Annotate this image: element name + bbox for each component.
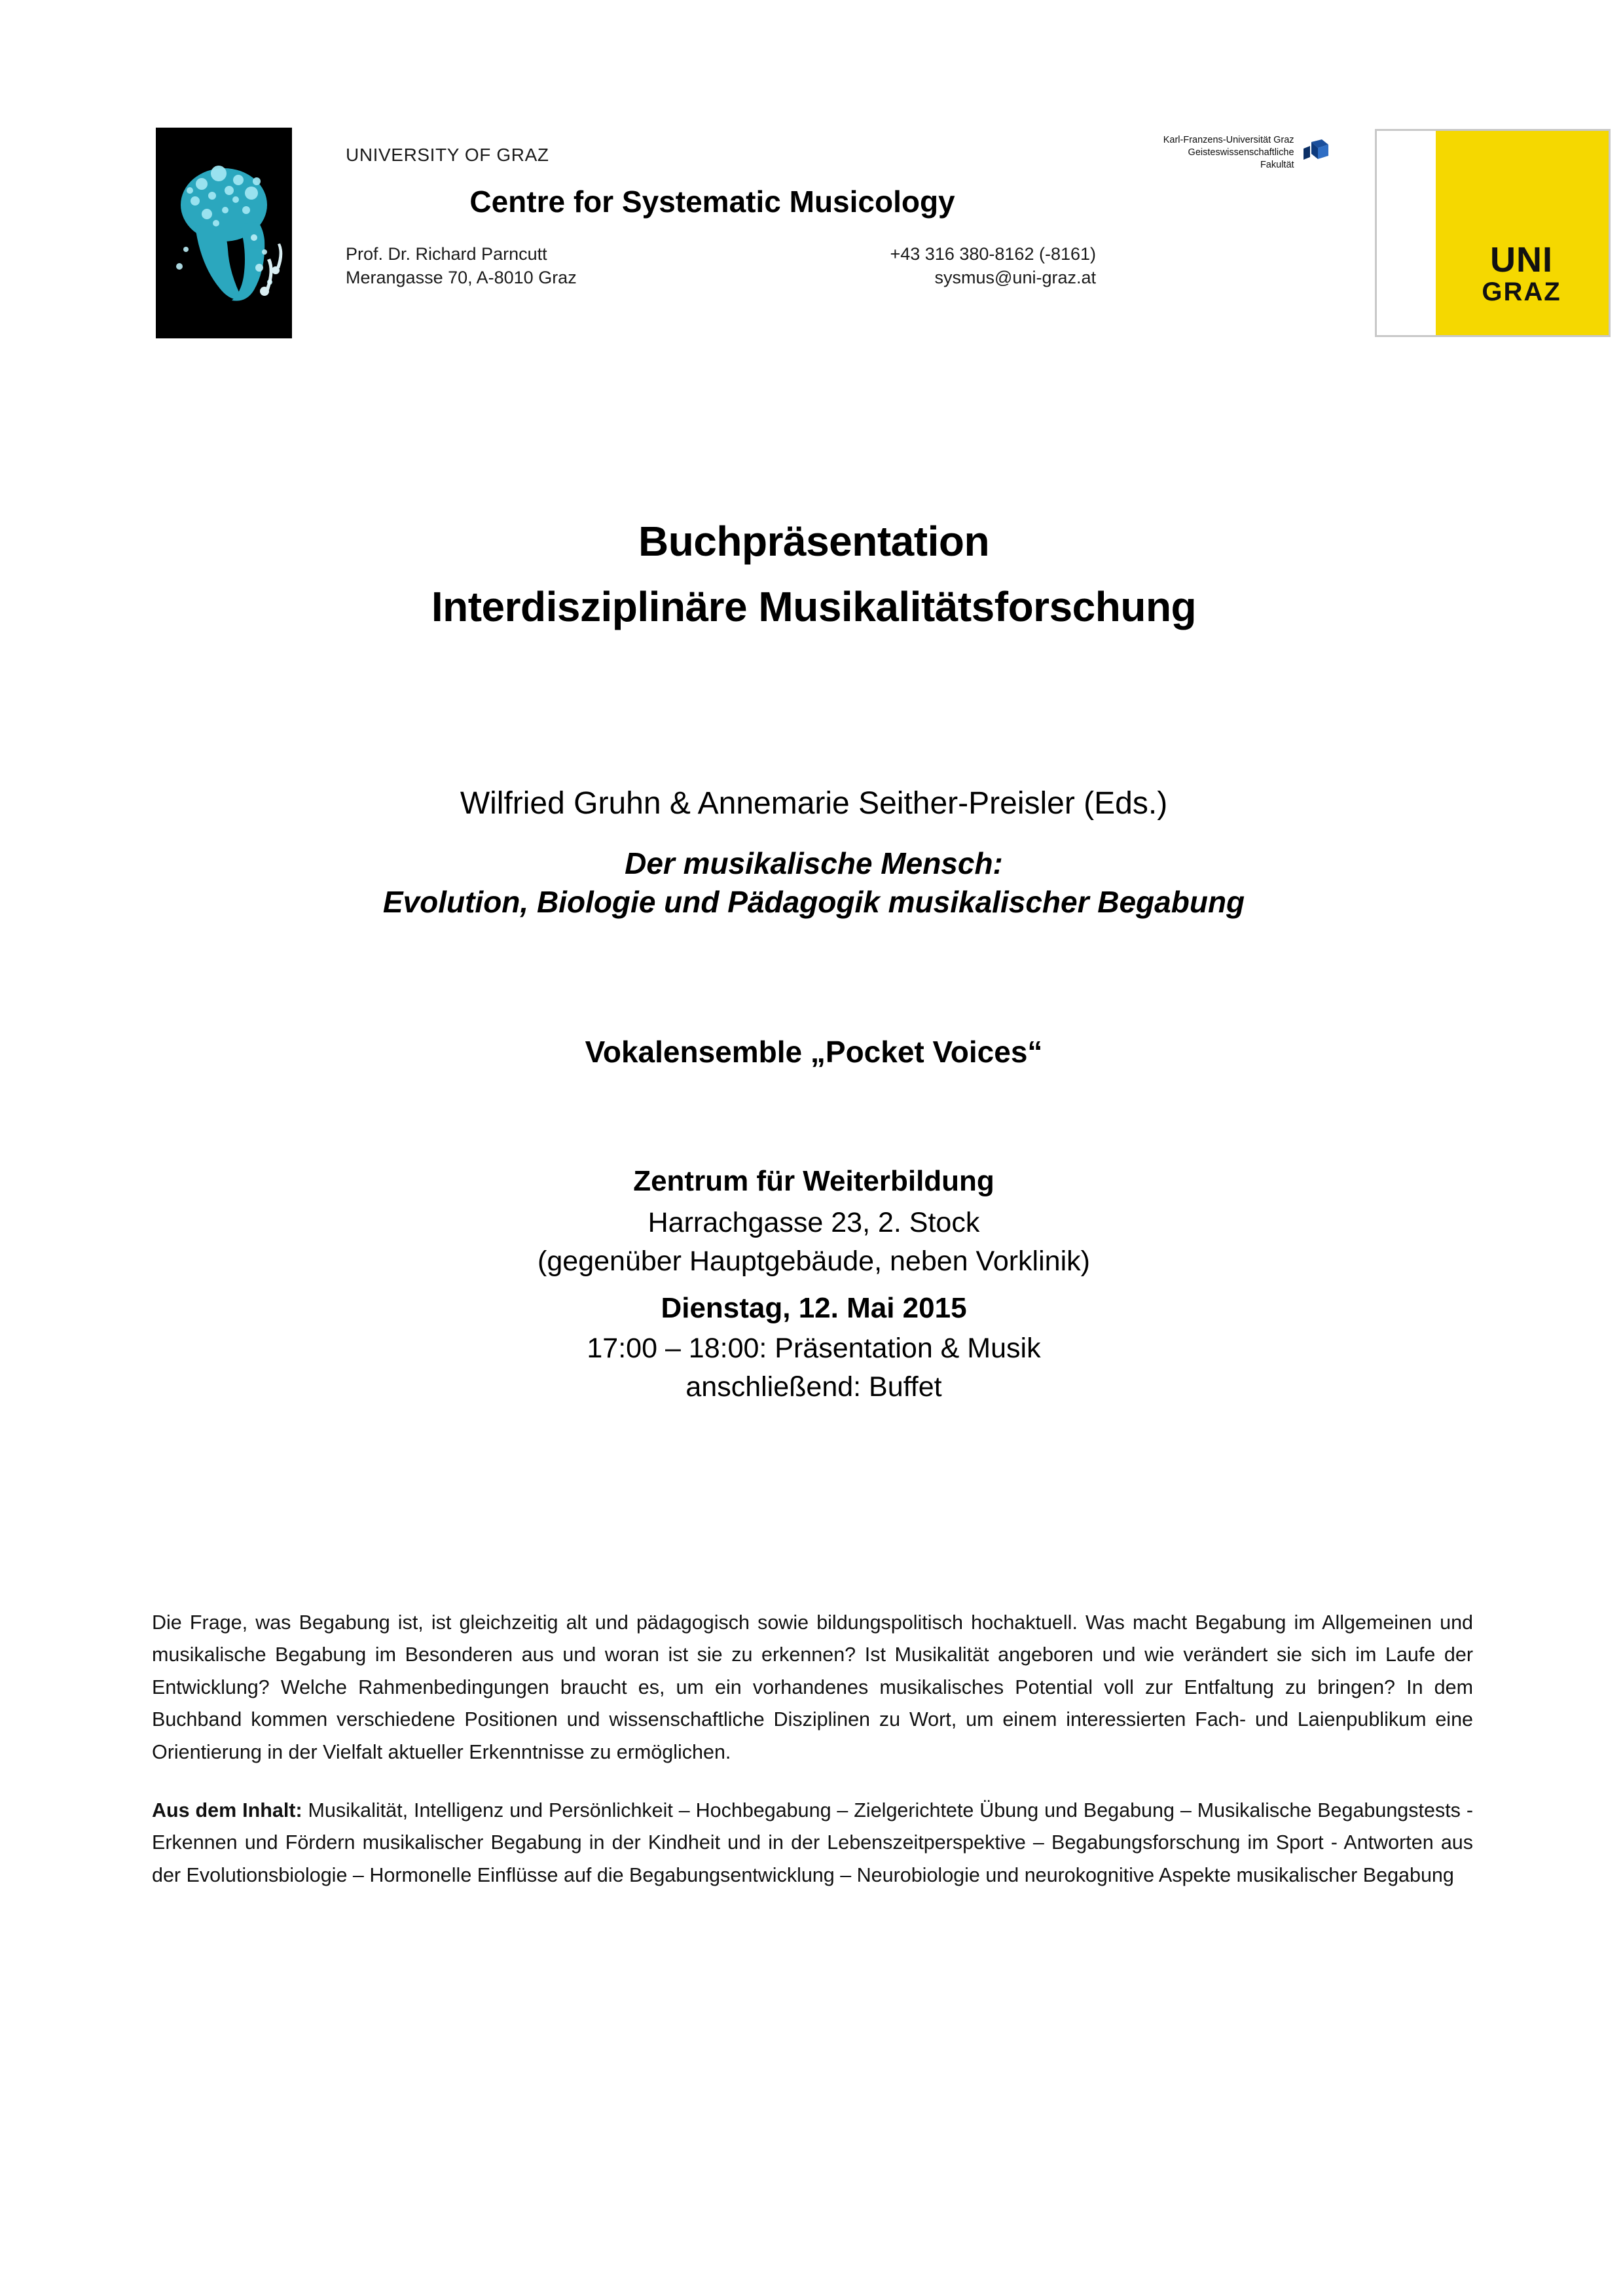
contact-address: Merangasse 70, A-8010 Graz	[346, 267, 577, 287]
faculty-line-1: Karl-Franzens-Universität Graz	[1163, 135, 1294, 145]
event-date: Dienstag, 12. Mai 2015	[661, 1292, 967, 1324]
contact-left	[346, 243, 577, 289]
book-title-line-1: Der musikalische Mensch:	[625, 846, 1003, 880]
venue-hint: (gegenüber Hauptgebäude, neben Vorklinik)	[538, 1246, 1090, 1277]
contents-label: Aus dem Inhalt:	[152, 1799, 302, 1822]
event-time: 17:00 – 18:00: Präsentation & Musik	[587, 1333, 1041, 1364]
unigraz-logo	[1375, 129, 1611, 337]
contact-email[interactable]: sysmus@uni-graz.at	[934, 267, 1096, 287]
faculty-line-2: Geisteswissenschaftliche	[1188, 147, 1294, 158]
body-text	[152, 1607, 1473, 1892]
contact-right	[890, 243, 1097, 289]
cube-icon	[1302, 138, 1331, 168]
event-after: anschließend: Buffet	[685, 1371, 942, 1403]
venue-address: Harrachgasse 23, 2. Stock	[647, 1207, 980, 1238]
contents-text: Musikalität, Intelligenz und Persönlichkeit – Hochbegabung – Zielgerichtete Übung und Begabung – Musikalische Begabungstests - Erkennen und Fördern musikalischer Begabung in der Kindheit und in der Lebenszeitperspektive – Begabungsforschung im Sport - Antworten aus der Evolutionsbiologie – Hormonelle Einflüsse auf die Begabungsentwicklung – Neurobiologie und neurokognitive Aspekte musikalischer Begabung	[152, 1799, 1473, 1886]
ensemble-name: Vokalensemble „Pocket Voices“	[585, 1035, 1043, 1069]
letterhead	[156, 128, 1561, 340]
contact-block	[346, 243, 1197, 295]
book-title-line-2: Evolution, Biologie und Pädagogik musikalischer Begabung	[382, 884, 1245, 919]
faculty-logo	[1135, 134, 1331, 171]
contact-name: Prof. Dr. Richard Parncutt	[346, 244, 547, 264]
page-title: Buchpräsentation	[638, 518, 990, 565]
unigraz-uni-text: UNI	[1490, 240, 1553, 279]
paragraph-intro: Die Frage, was Begabung ist, ist gleichzeitig alt und pädagogisch sowie bildungspolitisch hochaktuell. Was macht Begabung im Allgemeinen und musikalische Begabung im Besonderen aus und woran ist sie zu erkennen? Ist Musikalität angeboren und wie verändert sie sich im Laufe der Entwicklung? Welche Rahmenbedingungen braucht es, um ein vorhandenes musikalisches Potential voll zur Entfaltung zu bringen? In dem Buchband kommen verschiedene Positionen und wissenschaftliche Disziplinen zu Wort, um einem interessierten Fach- und Laienpublikum eine Orientierung in der Vielfalt aktueller Erkenntnisse zu ermöglichen.	[152, 1611, 1473, 1763]
faculty-logo-text	[1163, 134, 1294, 171]
paragraph-contents	[152, 1795, 1473, 1892]
venue-name: Zentrum für Weiterbildung	[633, 1165, 994, 1197]
university-label: UNIVERSITY OF GRAZ	[346, 145, 549, 165]
unigraz-graz-text: GRAZ	[1482, 278, 1561, 306]
faculty-line-3: Fakultät	[1260, 160, 1294, 171]
letterhead-text	[346, 128, 1197, 295]
contact-phone: +43 316 380-8162 (-8161)	[890, 244, 1096, 264]
book-editors: Wilfried Gruhn & Annemarie Seither-Preisler (Eds.)	[460, 786, 1168, 821]
page-subtitle: Interdisziplinäre Musikalitätsforschung	[431, 583, 1197, 630]
brain-logo-icon	[156, 128, 292, 338]
main-title-block	[156, 517, 1472, 631]
venue-block	[156, 1165, 1472, 1403]
centre-title: Centre for Systematic Musicology	[469, 185, 955, 219]
book-title	[156, 844, 1472, 922]
